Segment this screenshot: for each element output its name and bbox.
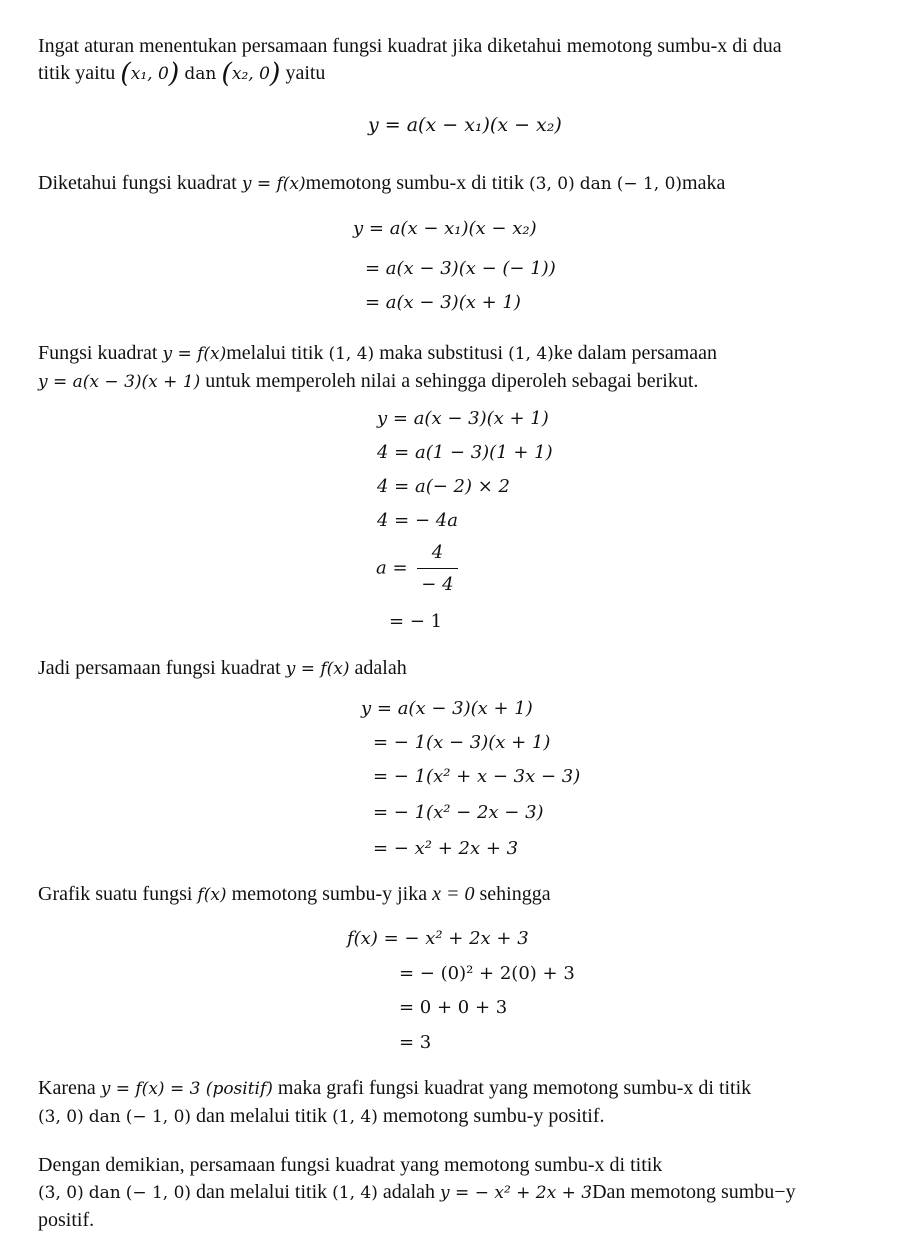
block2-result: = − 1 (389, 611, 443, 632)
block1-line-3: = a(x − 3)(x + 1) (365, 292, 521, 313)
block2-line-3: 4 = a(− 2) × 2 (377, 476, 510, 497)
block4-line-1: f(x) = − x² + 2x + 3 (347, 928, 529, 949)
block2-line-2: 4 = a(1 − 3)(1 + 1) (377, 442, 553, 463)
block4-line-3: = 0 + 0 + 3 (399, 997, 508, 1018)
block2-line-1: y = a(x − 3)(x + 1) (377, 408, 549, 429)
block4-line-4: = 3 (399, 1032, 432, 1053)
block2-line-4: 4 = − 4a (377, 510, 458, 531)
block3-line-2: = − 1(x − 3)(x + 1) (373, 732, 551, 753)
block3-line-1: y = a(x − 3)(x + 1) (361, 698, 533, 719)
y-intercept-paragraph: Grafik suatu fungsi f(x) memotong sumbu-y jika x = 0 sehingga (38, 883, 551, 905)
point-x2: (x₂, 0) (221, 58, 281, 89)
intro-paragraph (38, 33, 888, 88)
block1-line-2: = a(x − 3)(x − (− 1)) (365, 258, 556, 279)
block3-line-5: = − x² + 2x + 3 (373, 838, 519, 859)
block3-line-3: = − 1(x² + x − 3x − 3) (373, 766, 581, 787)
intro-line-2: titik yaitu (x₁, 0) dan (x₂, 0) yaitu (38, 58, 326, 89)
general-formula: y = a(x − x₁)(x − x₂) (368, 114, 562, 136)
given-paragraph: Diketahui fungsi kuadrat y = f(x)memotong sumbu-x di titik (3, 0) dan (− 1, 0)maka (38, 172, 726, 194)
final-equation: y = − x² + 2x + 3 (440, 1183, 593, 1203)
block2-fraction: a = $\frac{4}{- 4}$ (376, 542, 458, 595)
substitution-paragraph: Fungsi kuadrat y = f(x)melalui titik (1, 4) maka substitusi (1, 4)ke dalam persamaan y = a(x − 3)(x + 1) untuk memperoleh nilai a sehingga diperoleh sebagai berikut. (38, 342, 718, 392)
positivity-paragraph: Karena y = f(x) = 3 (positif) maka grafi fungsi kuadrat yang memotong sumbu-x di titik (3, 0) dan (− 1, 0) dan melalui titik (1, 4) memotong sumbu-y positif. (38, 1077, 752, 1127)
fraction: $\frac{4}{- 4}$ (417, 542, 457, 595)
point-x1: (x₁, 0) (120, 58, 180, 89)
final-answer-paragraph: Dengan demikian, persamaan fungsi kuadrat yang memotong sumbu-x di titik (3, 0) dan (− 1, 0) dan melalui titik (1, 4) adalah y = − x² + 2x + 3Dan memotong sumbu−y positif. (38, 1154, 796, 1231)
block3-line-4: = − 1(x² − 2x − 3) (373, 802, 544, 823)
block4-line-2: = − (0)² + 2(0) + 3 (399, 963, 575, 984)
conclusion-equation-paragraph: Jadi persamaan fungsi kuadrat y = f(x) adalah (38, 657, 407, 679)
intro-line-1: Ingat aturan menentukan persamaan fungsi kuadrat jika diketahui memotong sumbu-x di dua (38, 35, 782, 57)
block1-line-1: y = a(x − x₁)(x − x₂) (353, 218, 537, 239)
